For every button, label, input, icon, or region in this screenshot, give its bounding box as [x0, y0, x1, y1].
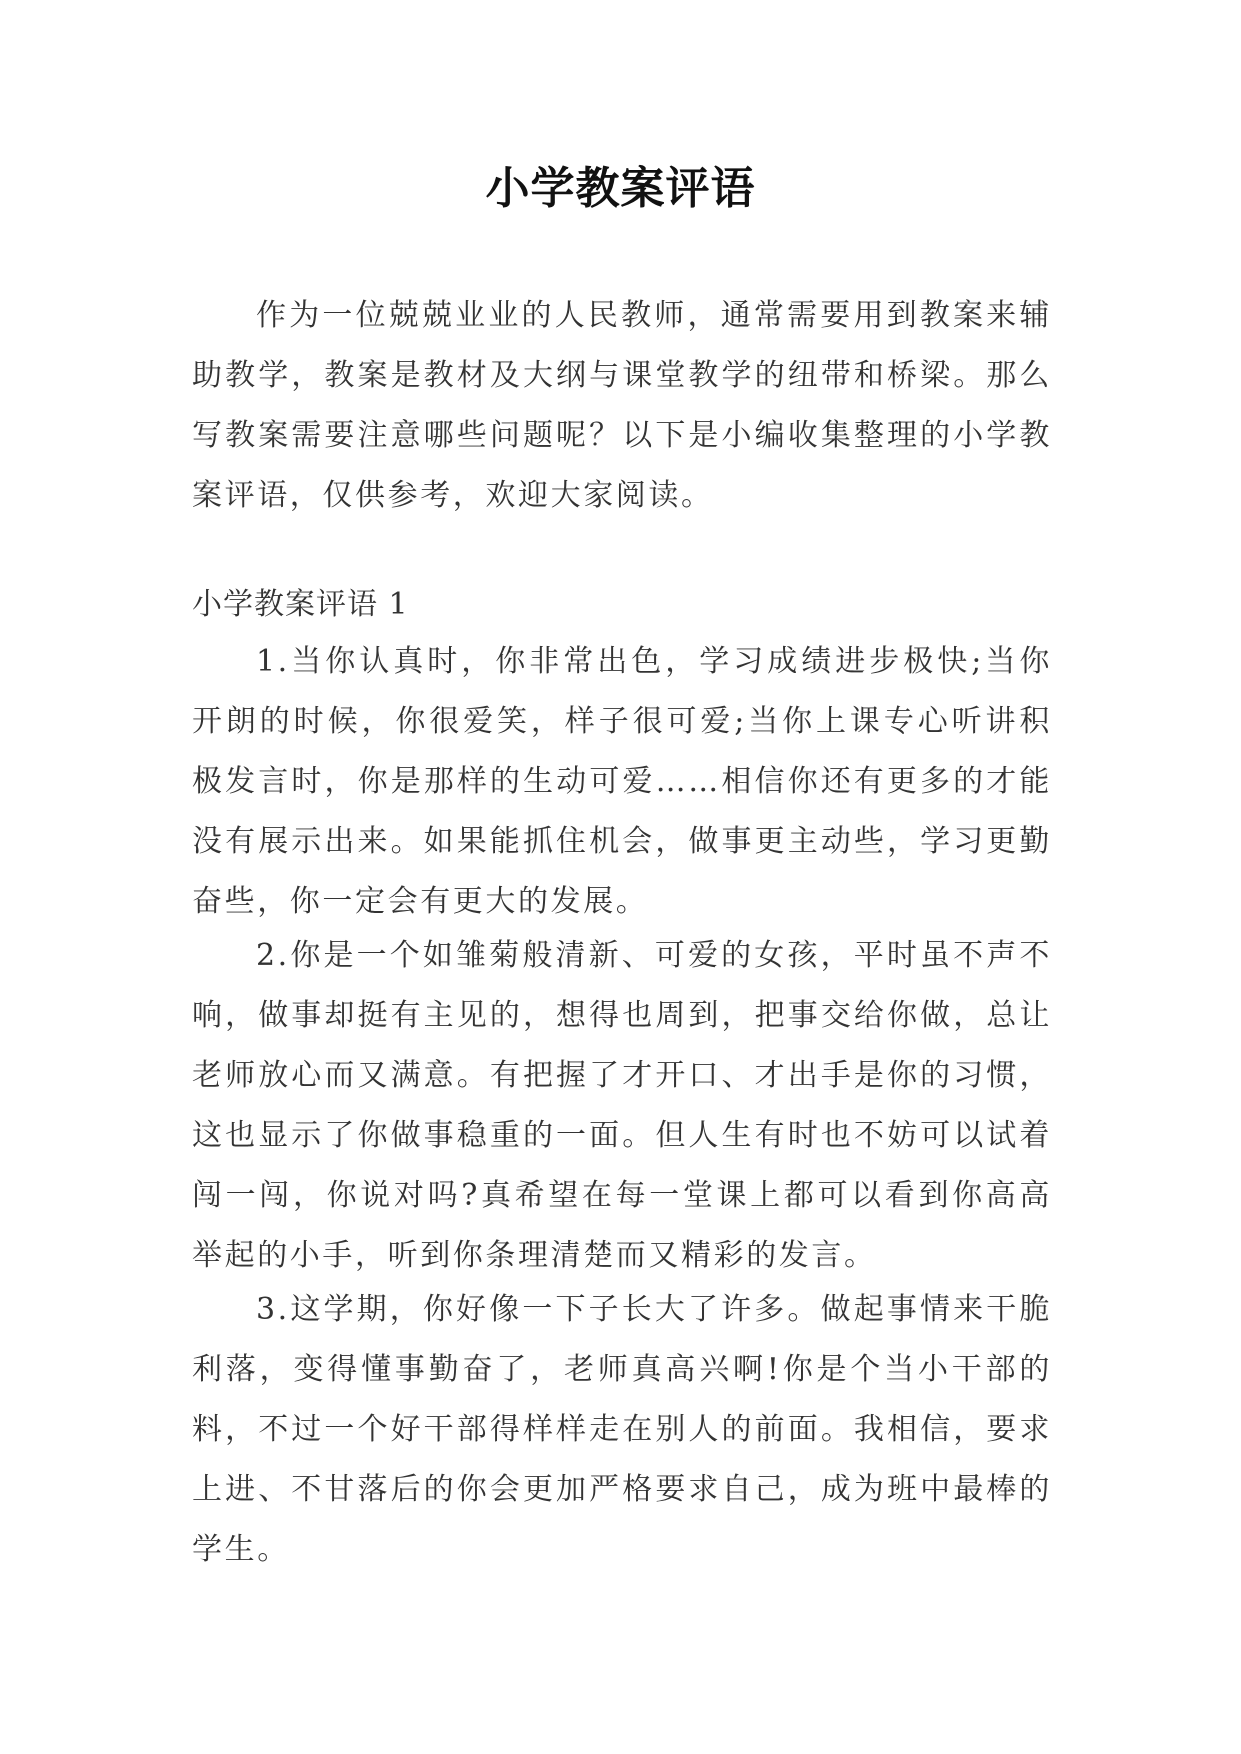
- intro-paragraph: 作为一位兢兢业业的人民教师，通常需要用到教案来辅助教学，教案是教材及大纲与课堂教学的纽带和桥梁。那么写教案需要注意哪些问题呢？以下是小编收集整理的小学教案评语，仅供参考，欢迎大家阅读。: [192, 298, 1052, 513]
- document-title: 小学教案评语: [485, 163, 756, 214]
- comment-paragraph-2: 2.你是一个如雏菊般清新、可爱的女孩，平时虽不声不响，做事却挺有主见的，想得也周到，把事交给你做，总让老师放心而又满意。有把握了才开口、才出手是你的习惯，这也显示了你做事稳重的一面。但人生有时也不妨可以试着闯一闯，你说对吗?真希望在每一堂课上都可以看到你高高举起的小手，听到你条理清楚而又精彩的发言。: [192, 938, 1052, 1273]
- comment-paragraph-1: 1.当你认真时，你非常出色，学习成绩进步极快;当你开朗的时候，你很爱笑，样子很可爱;当你上课专心听讲积极发言时，你是那样的生动可爱……相信你还有更多的才能没有展示出来。如果能抓住机会，做事更主动些，学习更勤奋些，你一定会有更大的发展。: [192, 644, 1052, 919]
- section-heading: 小学教案评语 1: [192, 587, 409, 622]
- comment-paragraph-3: 3.这学期，你好像一下子长大了许多。做起事情来干脆利落，变得懂事勤奋了，老师真高兴啊!你是个当小干部的料，不过一个好干部得样样走在别人的前面。我相信，要求上进、不甘落后的你会更加严格要求自己，成为班中最棒的学生。: [192, 1292, 1052, 1567]
